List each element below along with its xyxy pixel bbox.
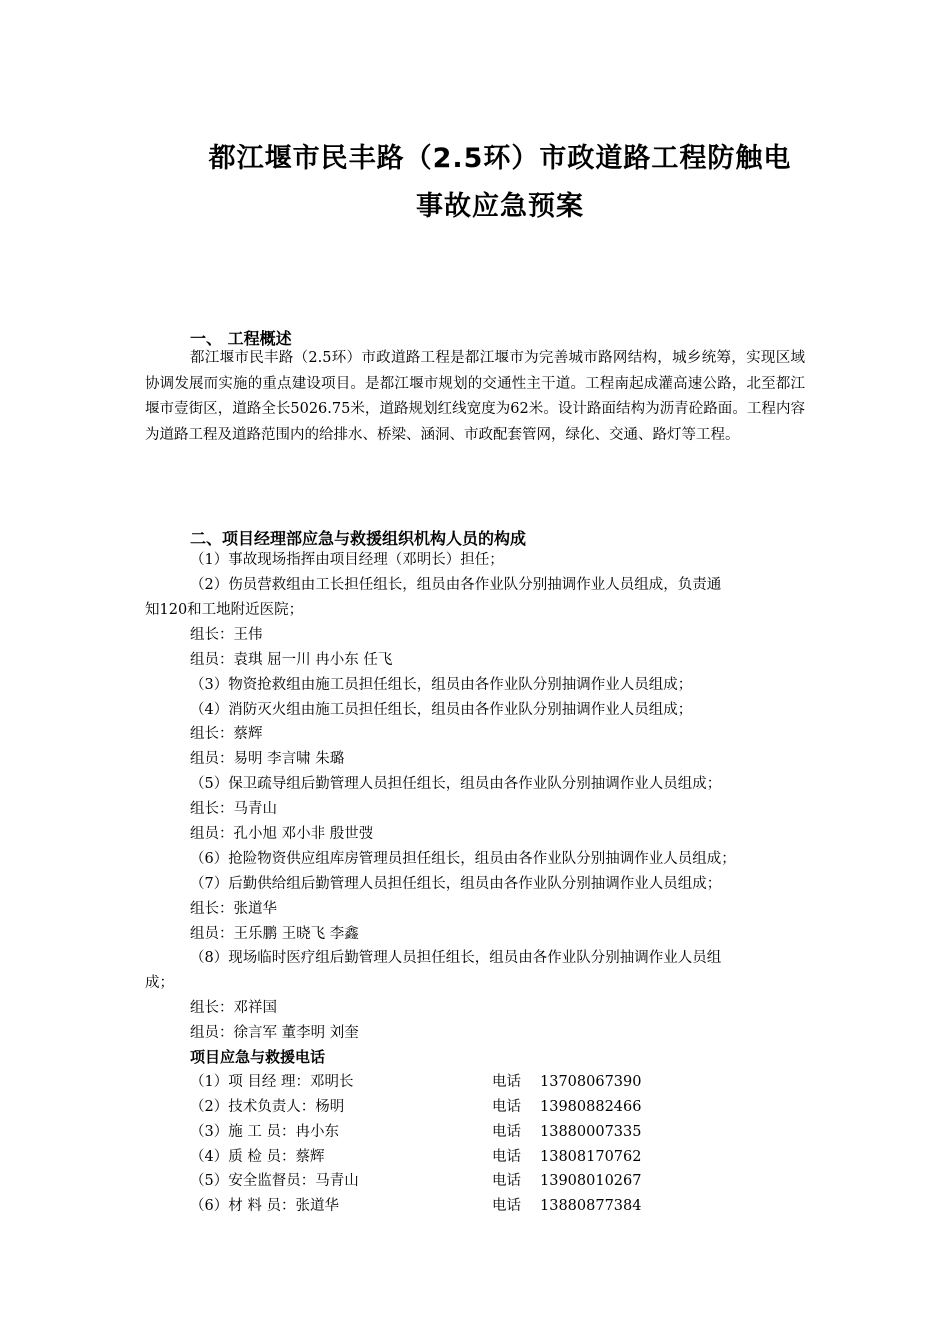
list-line: 组员：王乐鹏 王晓飞 李鑫 [190, 926, 359, 942]
list-line: 组员：袁琪 屈一川 冉小东 任飞 [190, 652, 393, 668]
contact-name: （2）技术负责人：杨明 [190, 1099, 345, 1115]
phone-number: 13708067390 [540, 1074, 642, 1090]
phone-label: 电话 [492, 1099, 521, 1115]
phone-label: 电话 [492, 1124, 521, 1140]
list-line: （8）现场临时医疗组后勤管理人员担任组长，组员由各作业队分别抽调作业人员组 [190, 950, 722, 966]
phone-number: 13808170762 [540, 1149, 642, 1165]
contact-name: （6）材 料 员：张道华 [190, 1198, 339, 1214]
list-line: （2）伤员营救组由工长担任组长，组员由各作业队分别抽调作业人员组成，负责通 [190, 577, 722, 593]
phone-number: 13880877384 [540, 1198, 642, 1214]
list-line: 组员：易明 李言啸 朱璐 [190, 751, 345, 767]
list-line: 组员：徐言军 董李明 刘奎 [190, 1025, 359, 1041]
section-2-heading: 二、项目经理部应急与救援组织机构人员的构成 [190, 529, 527, 548]
list-line: （3）物资抢救组由施工员担任组长，组员由各作业队分别抽调作业人员组成； [190, 677, 693, 693]
phone-label: 电话 [492, 1074, 521, 1090]
phone-label: 电话 [492, 1198, 521, 1214]
phone-label: 电话 [492, 1149, 521, 1165]
phone-number: 13880007335 [540, 1124, 642, 1140]
phone-number: 13980882466 [540, 1099, 642, 1115]
list-line: 成； [145, 975, 174, 991]
list-line: 组长：邓祥国 [190, 1000, 277, 1016]
document-title-line-2: 事故应急预案 [416, 191, 584, 222]
contact-name: （3）施 工 员：冉小东 [190, 1124, 339, 1140]
phone-label: 电话 [492, 1173, 521, 1189]
section-1-heading: 一、 工程概述 [190, 329, 292, 348]
list-line: （6）抢险物资供应组库房管理员担任组长，组员由各作业队分别抽调作业人员组成； [190, 851, 736, 867]
list-line: 组长：蔡辉 [190, 726, 263, 742]
phone-number: 13908010267 [540, 1173, 642, 1189]
list-line: 组长：马青山 [190, 801, 277, 817]
contact-name: （5）安全监督员：马青山 [190, 1173, 359, 1189]
list-line: （1）事故现场指挥由项目经理（邓明长）担任； [190, 552, 504, 568]
list-line: 组长：王伟 [190, 627, 263, 643]
list-line: （4）消防灭火组由施工员担任组长，组员由各作业队分别抽调作业人员组成； [190, 702, 693, 718]
list-line: 知120和工地附近医院； [145, 602, 304, 618]
phones-heading: 项目应急与救援电话 [190, 1048, 326, 1066]
list-line: 组员：孔小旭 邓小非 殷世弢 [190, 826, 374, 842]
list-line: 组长：张道华 [190, 901, 277, 917]
list-line: （5）保卫疏导组后勤管理人员担任组长，组员由各作业队分别抽调作业人员组成； [190, 776, 722, 792]
document-title-line-1: 都江堰市民丰路（2.5环）市政道路工程防触电 [208, 143, 792, 174]
contact-name: （4）质 检 员：蔡辉 [190, 1149, 325, 1165]
list-line: （7）后勤供给组后勤管理人员担任组长，组员由各作业队分别抽调作业人员组成； [190, 876, 722, 892]
contact-name: （1）项 目经 理：邓明长 [190, 1074, 354, 1090]
section-1-paragraph: 都江堰市民丰路（2.5环）市政道路工程是都江堰市为完善城市路网结构，城乡统筹，实现区域协调发展而实施的重点建设项目。是都江堰市规划的交通性主干道。工程南起成灌高速公路，北至都江堰市壹街区，道路全长5026.75米，道路规划红线宽度为62米。设计路面结构为沥青砼路面。工程内容为道路工程及道路范围内的给排水、桥梁、涵洞、市政配套管网，绿化、交通、路灯等工程。 [145, 350, 805, 443]
